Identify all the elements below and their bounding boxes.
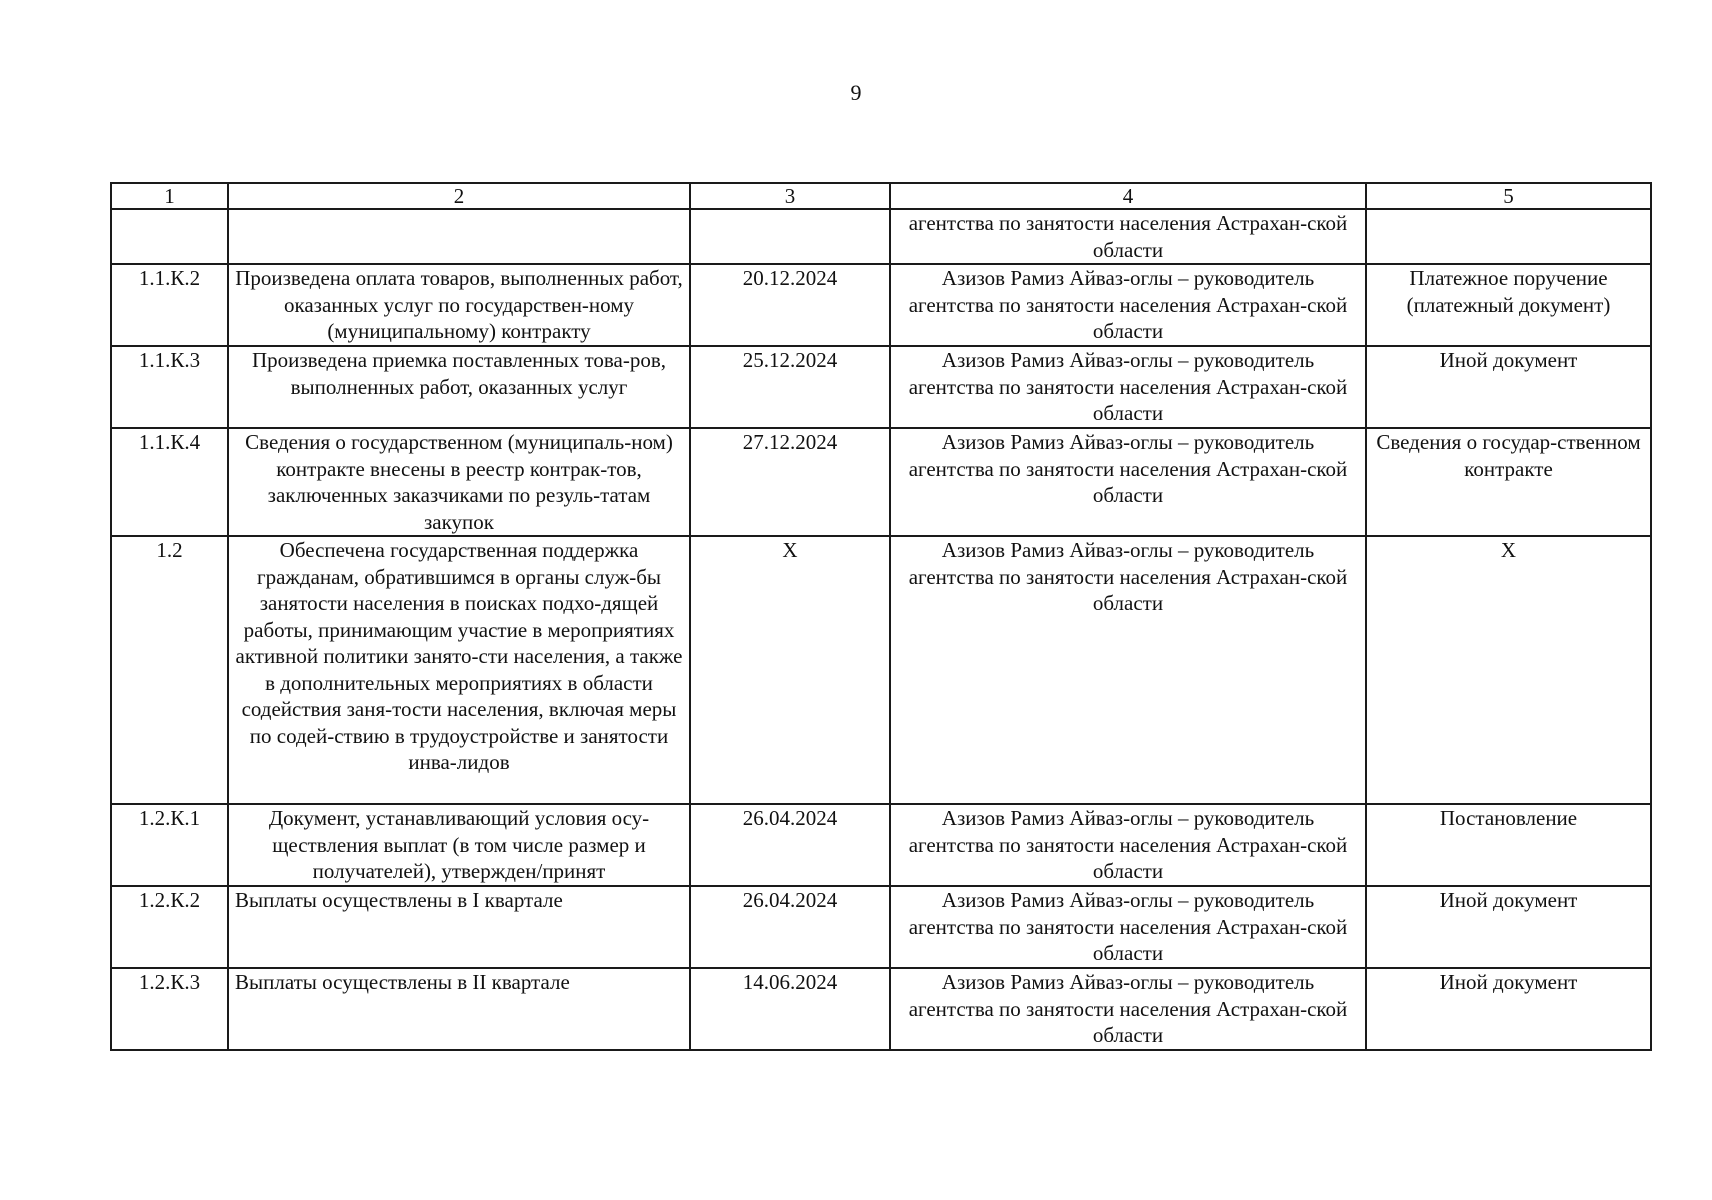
row-event: Обеспечена государственная поддержка гражданам, обратившимся в органы служ-бы занятости населения в поисках подхо-дящей работы, принимающим участие в мероприятиях активной политики занято-сти населения, а также в дополнительных мероприятиях в области содействия заня-тости населения, включая меры по содей-ствию в трудоустройстве и занятости инва-лидов <box>228 536 690 804</box>
column-header: 3 <box>690 183 890 209</box>
table-row <box>111 536 1651 804</box>
table-row <box>111 968 1651 1050</box>
row-date: 20.12.2024 <box>690 264 890 346</box>
row-number: 1.1.К.4 <box>111 428 228 536</box>
table-header-row <box>111 183 1651 209</box>
row-event: Выплаты осуществлены в II квартале <box>228 968 690 1050</box>
page-number: 9 <box>850 80 862 105</box>
row-document: Иной документ <box>1366 886 1651 968</box>
row-responsible: Азизов Рамиз Айваз-оглы – руководитель агентства по занятости населения Астрахан-ской области <box>890 968 1366 1050</box>
row-responsible: Азизов Рамиз Айваз-оглы – руководитель агентства по занятости населения Астрахан-ской области <box>890 804 1366 886</box>
row-event <box>228 209 690 264</box>
table-row <box>111 804 1651 886</box>
row-number: 1.1.К.2 <box>111 264 228 346</box>
row-responsible: Азизов Рамиз Айваз-оглы – руководитель агентства по занятости населения Астрахан-ской области <box>890 428 1366 536</box>
row-document <box>1366 209 1651 264</box>
plan-table <box>110 182 1652 1051</box>
row-document: Постановление <box>1366 804 1651 886</box>
table-row <box>111 264 1651 346</box>
row-event: Произведена оплата товаров, выполненных работ, оказанных услуг по государствен-ному (муниципальному) контракту <box>228 264 690 346</box>
row-date: 14.06.2024 <box>690 968 890 1050</box>
row-date: X <box>690 536 890 804</box>
row-responsible: Азизов Рамиз Айваз-оглы – руководитель агентства по занятости населения Астрахан-ской области <box>890 886 1366 968</box>
table-row <box>111 209 1651 264</box>
table-row <box>111 428 1651 536</box>
row-document: Иной документ <box>1366 968 1651 1050</box>
row-document: Сведения о государ-ственном контракте <box>1366 428 1651 536</box>
row-event: Выплаты осуществлены в I квартале <box>228 886 690 968</box>
row-date: 25.12.2024 <box>690 346 890 428</box>
column-header: 1 <box>111 183 228 209</box>
table-row <box>111 886 1651 968</box>
row-document: Платежное поручение (платежный документ) <box>1366 264 1651 346</box>
row-document: Иной документ <box>1366 346 1651 428</box>
row-event: Сведения о государственном (муниципаль-ном) контракте внесены в реестр контрак-тов, заключенных заказчиками по резуль-татам закупок <box>228 428 690 536</box>
table-row <box>111 346 1651 428</box>
row-date <box>690 209 890 264</box>
row-number: 1.1.К.3 <box>111 346 228 428</box>
row-number <box>111 209 228 264</box>
row-date: 27.12.2024 <box>690 428 890 536</box>
row-responsible: агентства по занятости населения Астрахан-ской области <box>890 209 1366 264</box>
row-responsible: Азизов Рамиз Айваз-оглы – руководитель агентства по занятости населения Астрахан-ской области <box>890 536 1366 804</box>
row-date: 26.04.2024 <box>690 886 890 968</box>
row-event: Документ, устанавливающий условия осу-ществления выплат (в том числе размер и получателей), утвержден/принят <box>228 804 690 886</box>
row-event: Произведена приемка поставленных това-ров, выполненных работ, оказанных услуг <box>228 346 690 428</box>
row-number: 1.2 <box>111 536 228 804</box>
row-responsible: Азизов Рамиз Айваз-оглы – руководитель агентства по занятости населения Астрахан-ской области <box>890 264 1366 346</box>
row-document: X <box>1366 536 1651 804</box>
row-number: 1.2.К.2 <box>111 886 228 968</box>
column-header: 2 <box>228 183 690 209</box>
row-date: 26.04.2024 <box>690 804 890 886</box>
column-header: 4 <box>890 183 1366 209</box>
row-number: 1.2.К.3 <box>111 968 228 1050</box>
row-number: 1.2.К.1 <box>111 804 228 886</box>
row-responsible: Азизов Рамиз Айваз-оглы – руководитель агентства по занятости населения Астрахан-ской области <box>890 346 1366 428</box>
column-header: 5 <box>1366 183 1651 209</box>
